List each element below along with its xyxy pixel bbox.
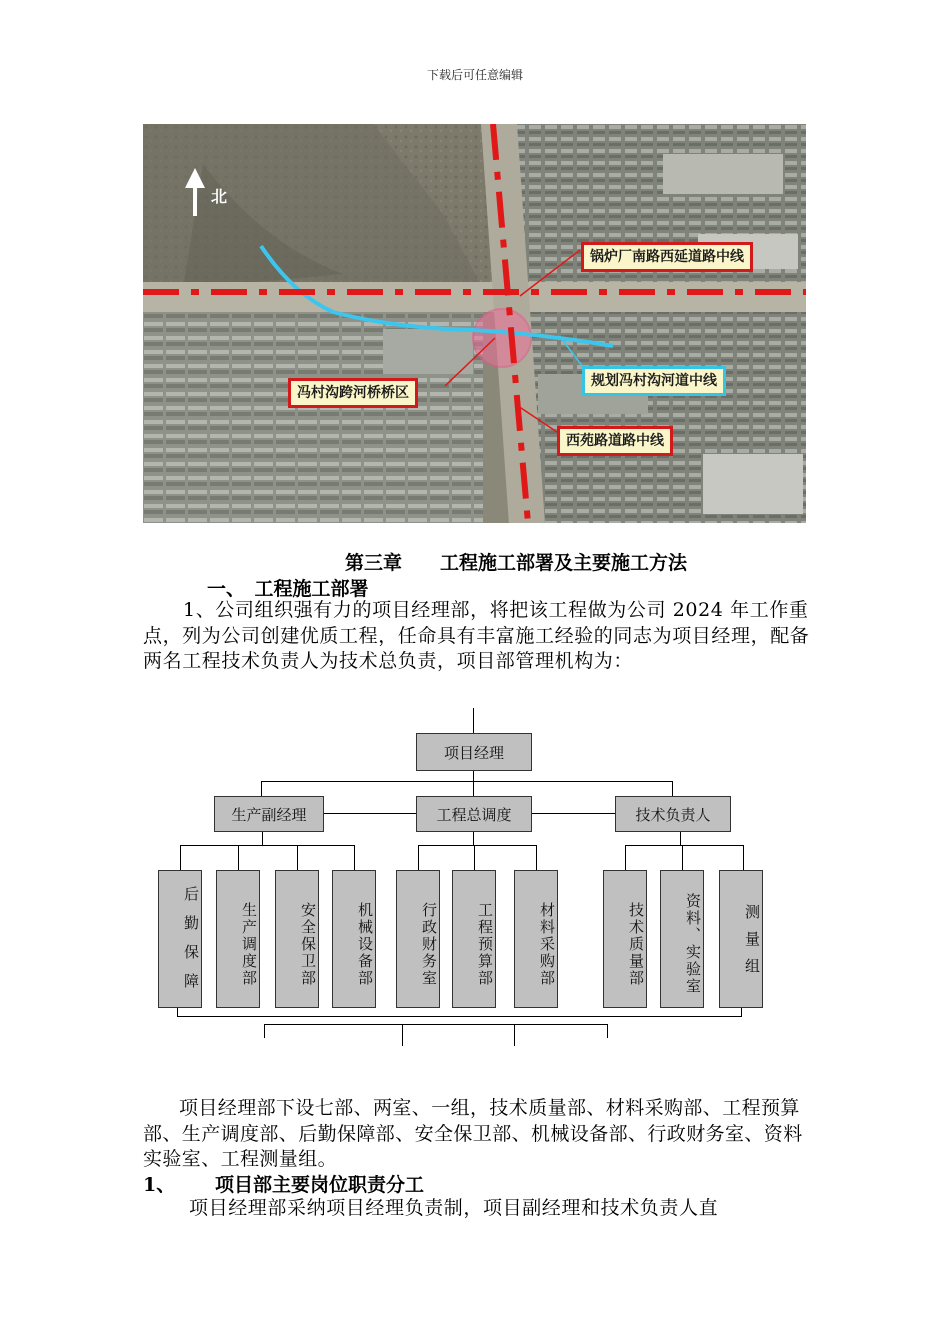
dept-budget: 工程预算部 xyxy=(452,870,496,1008)
chapter-title: 第三章 工程施工部署及主要施工方法 xyxy=(345,552,688,574)
paragraph-project-team: 1、公司组织强有力的项目经理部，将把该工程做为公司 2024 年工作重点，列为公司创建优质工程，任命具有丰富施工经验的同志为项目经理，配备两名工程技术负责人为技术总负责，项目部管理机构为： xyxy=(143,599,810,672)
dept-tech-quality: 技术质量部 xyxy=(603,870,647,1008)
north-arrow-label: 北 xyxy=(211,187,228,206)
site-aerial-map xyxy=(143,124,806,523)
aerial-photo xyxy=(143,124,806,523)
map-label-road-b: 西苑路道路中线 xyxy=(557,426,673,456)
dept-admin-finance: 行政财务室 xyxy=(396,870,440,1008)
org-chief-dispatcher: 工程总调度 xyxy=(416,796,532,832)
page-header-note: 下载后可任意编辑 xyxy=(426,68,523,82)
section-number: 1、 xyxy=(143,1174,176,1196)
dept-machinery: 机械设备部 xyxy=(332,870,376,1008)
dept-safety: 安全保卫部 xyxy=(275,870,319,1008)
section-title-text: 项目部主要岗位职责分工 xyxy=(215,1174,425,1196)
paragraph-departments: 项目经理部下设七部、两室、一组，技术质量部、材料采购部、工程预算部、生产调度部、后勤保障部、安全保卫部、机械设备部、行政财务室、资料实验室、工程测量组。 xyxy=(143,1097,803,1170)
map-label-bridge: 冯村沟跨河桥桥区 xyxy=(288,378,418,408)
org-tech-lead: 技术负责人 xyxy=(615,796,731,832)
dept-data-lab: 资料、实验室 xyxy=(660,870,704,1008)
section-title-deployment: 一、 工程施工部署 xyxy=(207,578,369,600)
dept-logistics: 后勤保障 xyxy=(158,870,202,1008)
section-title-responsibilities xyxy=(143,1170,424,1197)
dept-procurement: 材料采购部 xyxy=(514,870,558,1008)
dept-production-dispatch: 生产调度部 xyxy=(216,870,260,1008)
org-production-deputy: 生产副经理 xyxy=(214,796,324,832)
dept-survey: 测量组 xyxy=(719,870,763,1008)
paragraph-responsibility-system: 项目经理部采纳项目经理负责制，项目副经理和技术负责人直 xyxy=(189,1197,719,1219)
org-top-manager: 项目经理 xyxy=(416,733,532,771)
map-label-river: 规划冯村沟河道中线 xyxy=(582,366,726,396)
map-label-road-a: 锅炉厂南路西延道路中线 xyxy=(581,242,753,272)
